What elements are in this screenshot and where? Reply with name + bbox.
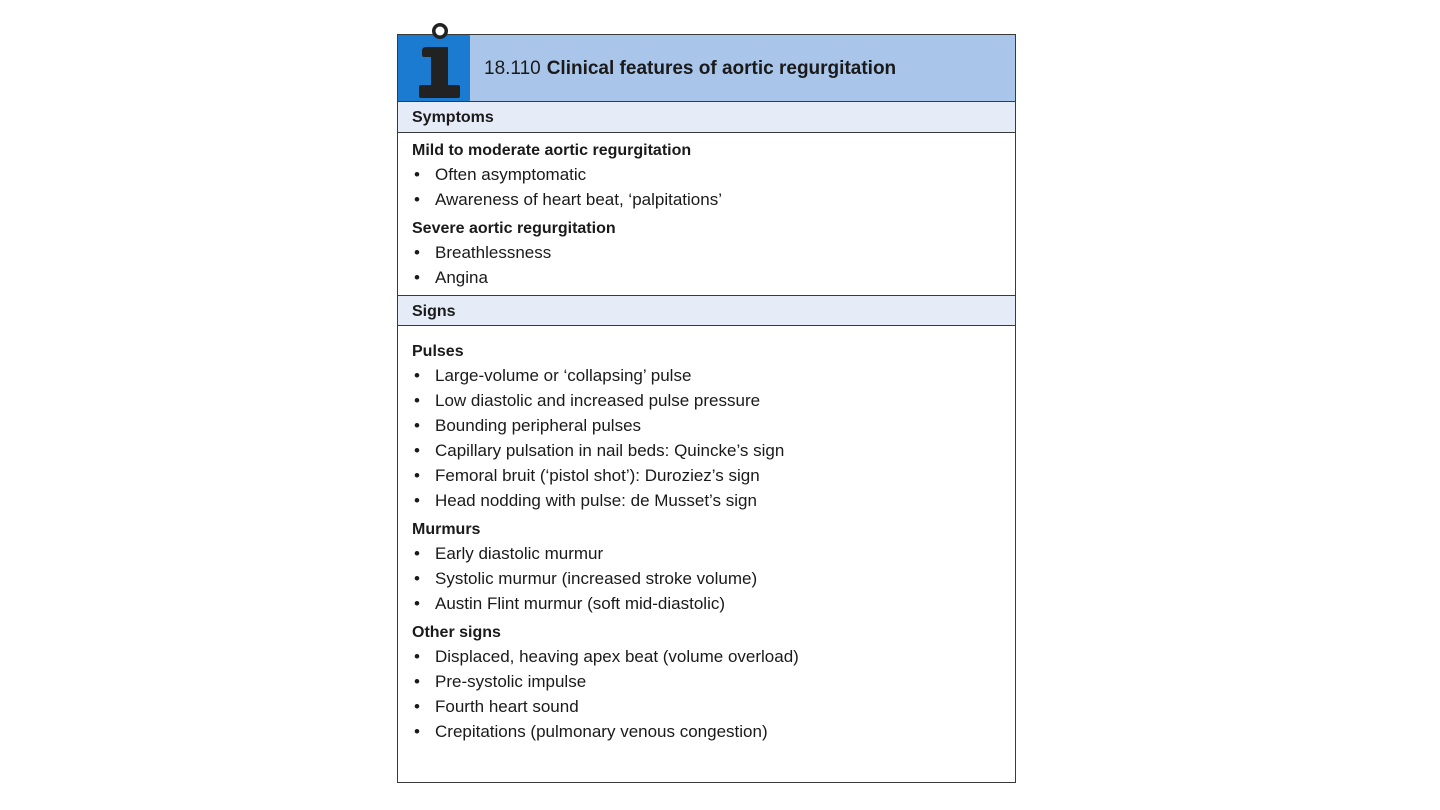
list-item [412,388,1015,413]
clinical-features-box [397,34,1016,783]
list-item [412,265,1015,290]
list-item-text: Systolic murmur (increased stroke volume) [435,569,758,588]
list-item [412,488,1015,513]
bullet-icon: • [414,722,420,741]
list-item [412,363,1015,388]
list-item [412,463,1015,488]
feature-list [412,363,1015,513]
list-item [412,644,1015,669]
list-item-text: Low diastolic and increased pulse pressure [435,391,761,410]
list-item-text: Pre-systolic impulse [435,672,587,691]
list-item-text: Awareness of heart beat, ‘palpitations’ [435,190,722,209]
bullet-icon: • [414,243,420,262]
feature-group [412,518,1015,616]
box-number: 18.110 [484,58,541,79]
bullet-icon: • [414,416,420,435]
list-item-text: Head nodding with pulse: de Musset’s sign [435,491,757,510]
group-subhead: Pulses [412,343,464,360]
box-title-text: Clinical features of aortic regurgitation [546,58,897,79]
bullet-icon: • [414,190,420,209]
section-heading-signs: Signs [398,295,1015,326]
list-item-text: Fourth heart sound [435,697,579,716]
list-item-text: Breathlessness [435,243,552,262]
list-item-text: Crepitations (pulmonary venous congestion) [435,722,768,741]
list-item [412,187,1015,212]
bullet-icon: • [414,569,420,588]
bullet-icon: • [414,647,420,666]
group-subhead: Other signs [412,624,501,641]
bullet-icon: • [414,697,420,716]
bullet-icon: • [414,594,420,613]
feature-list [412,644,1015,744]
list-item-text: Austin Flint murmur (soft mid-diastolic) [435,594,726,613]
feature-list [412,541,1015,616]
list-item-text: Early diastolic murmur [435,544,604,563]
bullet-icon: • [414,165,420,184]
list-item-text: Angina [435,268,488,287]
list-item-text: Bounding peripheral pulses [435,416,642,435]
feature-group [412,340,1015,513]
list-item-text: Large-volume or ‘collapsing’ pulse [435,366,692,385]
list-item [412,413,1015,438]
signs-body [398,326,1015,744]
list-item-text: Capillary pulsation in nail beds: Quincke’s sign [435,441,785,460]
bullet-icon: • [414,672,420,691]
bullet-icon: • [414,491,420,510]
feature-group [412,139,1015,212]
group-subhead: Severe aortic regurgitation [412,220,616,237]
list-item-text: Often asymptomatic [435,165,587,184]
bullet-icon: • [414,466,420,485]
feature-list [412,162,1015,212]
list-item-text: Displaced, heaving apex beat (volume overload) [435,647,799,666]
list-item [412,694,1015,719]
symptoms-body [398,133,1015,290]
list-item [412,669,1015,694]
list-item [412,240,1015,265]
feature-group [412,621,1015,744]
list-item [412,162,1015,187]
info-icon [398,23,470,101]
bullet-icon: • [414,544,420,563]
feature-group [412,217,1015,290]
bullet-icon: • [414,268,420,287]
box-header [398,35,1015,102]
list-item [412,566,1015,591]
feature-list [412,240,1015,290]
group-subhead: Mild to moderate aortic regurgitation [412,142,692,159]
section-heading-symptoms: Symptoms [398,102,1015,133]
box-title [484,57,896,81]
bullet-icon: • [414,391,420,410]
list-item [412,591,1015,616]
list-item [412,719,1015,744]
list-item [412,541,1015,566]
bullet-icon: • [414,366,420,385]
list-item [412,438,1015,463]
list-item-text: Femoral bruit (‘pistol shot’): Duroziez’s sign [435,466,760,485]
group-subhead: Murmurs [412,521,481,538]
bullet-icon: • [414,441,420,460]
